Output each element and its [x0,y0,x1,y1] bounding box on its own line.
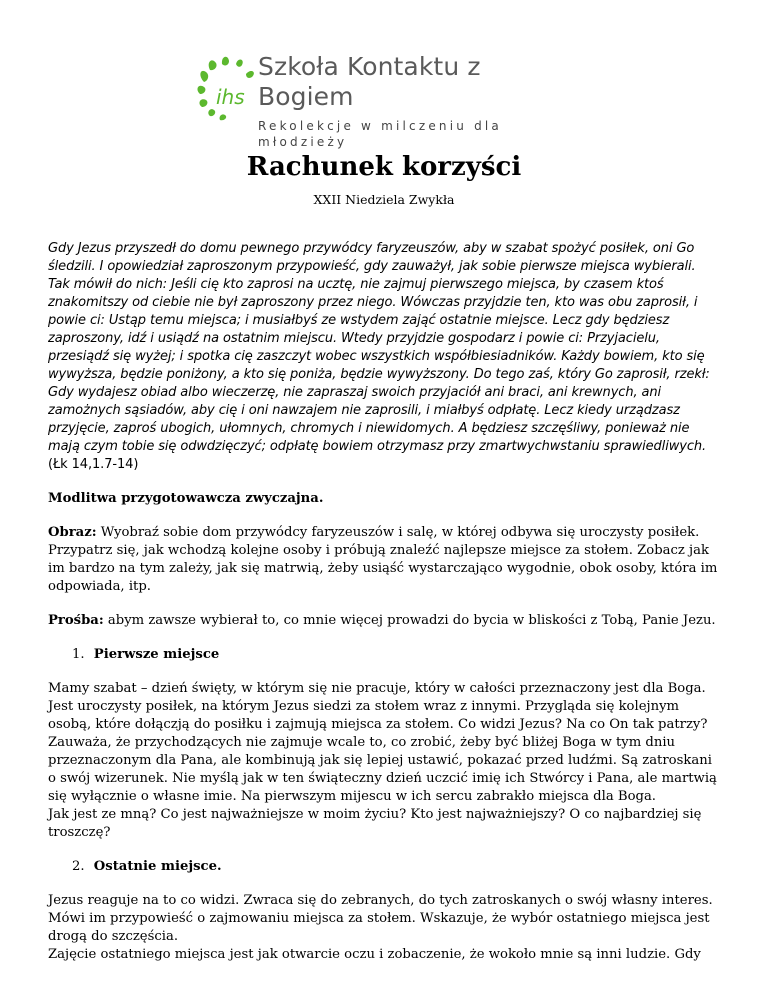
prosba-text: abym zawsze wybierał to, co mnie więcej prowadzi do bycia w bliskości z Tobą, Panie Jezu. [103,613,716,628]
point-paragraph: Jezus reaguje na to co widzi. Zwraca się do zebranych, do tych zatroskanych o swój własny interes. Mówi im przypowieść o zajmowaniu miejsca za stołem. Wskazuje, że wybór ostatniego miejsca jest drogą do szczęścia. [48,893,713,944]
svg-text:ihs: ihs [216,85,245,109]
logo [196,52,576,149]
point-number: 2. [72,859,85,874]
page-subtitle: XXII Niedziela Zwykła [313,192,455,207]
point-paragraph: Mamy szabat – dzień święty, w którym się nie pracuje, który w całości przeznaczony jest dla Boga. Jest uroczysty posiłek, na którym Jezus siedzi za stołem wraz z innymi. Przygląda się kolejnym osobą, które dołączją do posiłku i zajmują miejsca za stołem. Co widzi Jezus? Na co On tak patrzy? Zauważa, że przychodzących nie zajmuje wcale to, co zrobić, żeby być bliżej Boga w tym dniu przeznaczonym dla Pana, ale kombinują jak się lepiej ustawić, pokazać przed ludźmi. Są zatroskani o swój wizerunek. Nie myślą jak w ten świąteczny dzień uczcić imię ich Stwórcy i Pana, ale martwią się wyłącznie o własne imie. Na pierwszym mijescu w ich sercu zabrakło miejsca dla Boga. [48,681,717,804]
prayer-heading: Modlitwa przygotowawcza zwyczajna. [48,491,324,506]
logo-emblem-icon [196,52,258,122]
point-title: Ostatnie miejsce. [93,859,222,874]
obraz-paragraph [48,524,720,596]
main-content [48,240,720,980]
obraz-text: Wyobraź sobie dom przywódcy faryzeuszów i salę, w której odbywa się uroczysty posiłek. Przypatrz się, jak wchodzą kolejne osoby i próbują znaleźć najlepsze miejsce za stołem. Zobacz jak im bardzo na tym zależy, jak się matrwią, żeby usiąść wystarczająco wygodnie, obok osoby, która im odpowiada, itp. [48,525,718,594]
prosba-paragraph [48,612,720,630]
gospel-reference: (Łk 14,1.7-14) [48,457,139,472]
gospel-passage [48,240,720,474]
page-title: Rachunek korzyści [246,152,522,182]
point-body [48,892,720,964]
point-heading [48,858,720,876]
point-paragraph: Zajęcie ostatniego miejsca jest jak otwarcie oczu i zobaczenie, że wokoło mnie są inni ludzie. Gdy [48,947,701,962]
point-1 [48,646,720,842]
obraz-label: Obraz: [48,525,97,540]
point-heading [48,646,720,664]
prosba-label: Prośba: [48,613,104,628]
logo-subtitle: Rekolekcje w milczeniu dla młodzieży [258,119,502,149]
point-number: 1. [72,647,85,662]
point-body [48,680,720,842]
logo-title: Szkoła Kontaktu z Bogiem [258,52,481,111]
point-2 [48,858,720,964]
point-paragraph: Jak jest ze mną? Co jest najważniejsze w moim życiu? Kto jest najważniejszy? O co najbardziej się troszczę? [48,807,702,840]
point-title: Pierwsze miejsce [93,647,220,662]
gospel-text: Gdy Jezus przyszedł do domu pewnego przywódcy faryzeuszów, aby w szabat spożyć posiłek, oni Go śledzili. I opowiedział zaproszonym przypowieść, gdy zauważył, jak sobie pierwsze miejsca wybierali. Tak mówił do nich: Jeśli cię kto zaprosi na ucztę, nie zajmuj pierwszego miejsca, by czasem ktoś znakomitszy od ciebie nie był zaproszony przez niego. Wówczas przyjdzie ten, kto was obu zaprosił, i powie ci: Ustąp temu miejsca; i musiałbyś ze wstydem zająć ostatnie miejsce. Lecz gdy będziesz zaproszony, idź i usiądź na ostatnim miejscu. Wtedy przyjdzie gospodarz i powie ci: Przyjacielu, przesiądź się wyżej; i spotka cię zaszczyt wobec wszystkich współbiesiadników. Każdy bowiem, kto się wywyższa, będzie poniżony, a kto się poniża, będzie wywyższony. Do tego zaś, który Go zaprosił, rzekł: Gdy wydajesz obiad albo wieczerzę, nie zapraszaj swoich przyjaciół ani braci, ani krewnych, ani zamożnych sąsiadów, aby cię i oni nawzajem nie zaprosili, i miałbyś odpłatę. Lecz kiedy urządzasz przyjęcie, zaproś ubogich, ułomnych, chromych i niewidomych. A będziesz szczęśliwy, ponieważ nie mają czym tobie się odwdzięczyć; odpłatę bowiem otrzymasz przy zmartwychwstaniu sprawiedliwych. [48,241,710,454]
